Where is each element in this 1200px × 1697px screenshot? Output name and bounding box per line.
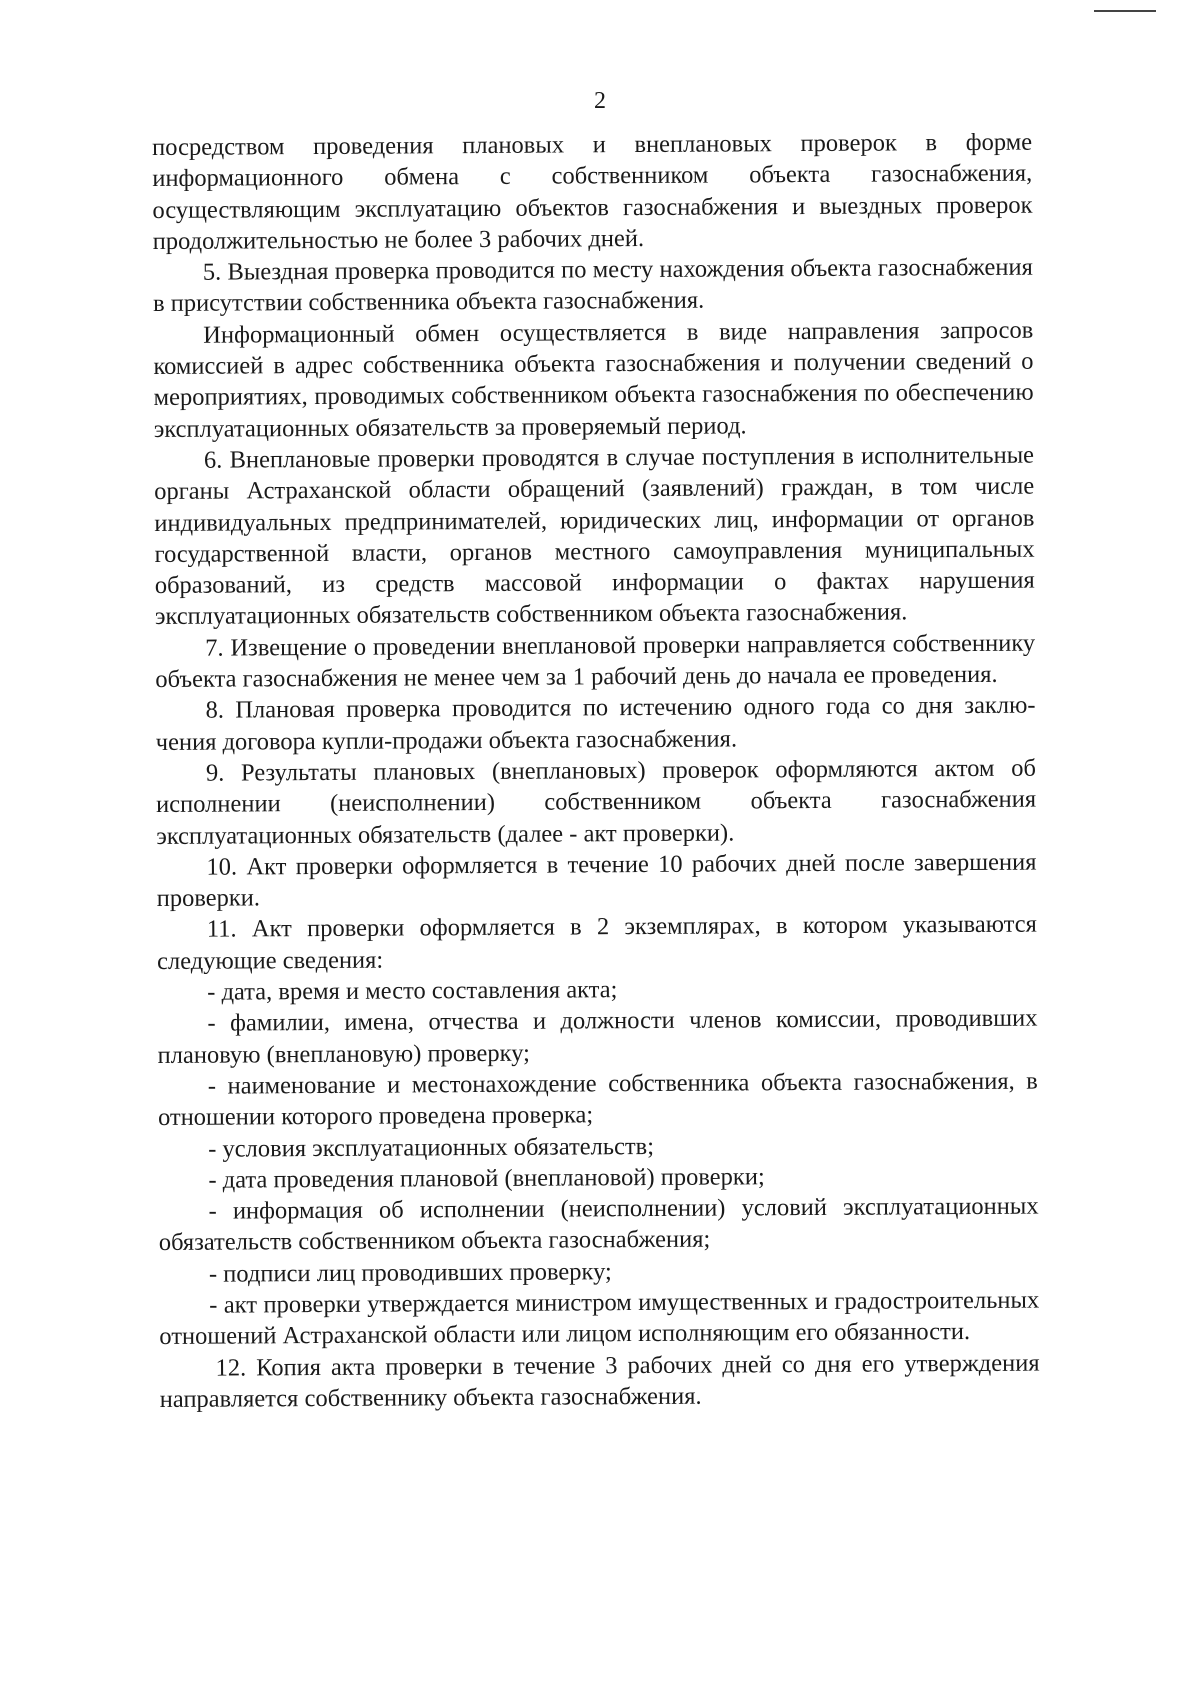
page-number: 2 [594, 88, 606, 114]
paragraph-item-6: 6. Внеплановые проверки проводятся в случае поступления в исполнительные органы Астраханской области обращений (заявлений) граждан, в том числе индивидуальных предпринимателей, юридических лиц, информации от органов государственной власти, органов местного самоуправления муниципальных образований, из средств массовой информации о фактах нарушения эксплуатационных обязательств собственником объекта газоснабжения. [154, 441, 1035, 631]
list-item-act-date: - дата, время и место составления акта; [207, 976, 618, 1006]
paragraph-continuation: посредством проведения плановых и внеплановых проверок в форме информационного обмена с собственником объекта газоснабжения, осуществляющим эксплуатацию объектов газоснабжения и выездных проверок продолжительностью не более 3 рабочих дней. [152, 128, 1033, 255]
list-item-signatures: - подписи лиц проводивших проверку; [208, 1257, 612, 1288]
paragraph-item-10: 10. Акт проверки оформляется в течение 10 рабочих дней после завершения проверки. [156, 848, 1037, 913]
list-item-commission-members: - фамилии, имена, отчества и должности членов комиссии, проводивших плановую (внеплановую) проверку; [157, 1004, 1038, 1069]
list-item-fulfillment-info: - информация об исполнении (неисполнении) условий эксплуатационных обязательств собственником объекта газоснабжения; [158, 1192, 1039, 1257]
document-body [152, 127, 1040, 1416]
list-item-owner-name: - наименование и местонахождение собственника объекта газоснабжения, в отношении которого проведена проверка; [157, 1067, 1038, 1132]
paragraph-info-exchange: Информационный обмен осуществляется в виде направления запросов комиссией в адрес собственника объекта газоснабжения и получении сведений о мероприятиях, проводимых собственником объекта газоснабжения по обеспечению эксплуатационных обязательств за проверяемый период. [153, 316, 1034, 443]
paragraph-item-11: 11. Акт проверки оформляется в 2 экземплярах, в котором указываются следующие сведения: [156, 911, 1037, 975]
paragraph-item-12: 12. Копия акта проверки в течение 3 рабочих дней со дня его утверждения направляется собственнику объекта газоснабжения. [159, 1349, 1040, 1413]
paragraph-item-5: 5. Выездная проверка проводится по месту нахождения объекта газоснабжения в присутствии собственника объекта газоснабжения. [152, 253, 1033, 318]
paragraph-item-8: 8. Плановая проверка проводится по истечению одного года со дня заклю-чения договора купли-продажи объекта газоснабжения. [155, 691, 1036, 756]
paragraph-item-7: 7. Извещение о проведении внеплановой проверки направляется собственнику объекта газоснабжения не менее чем за 1 рабочий день до начала ее проведения. [155, 629, 1036, 694]
list-item-approval: - акт проверки утверждается министром имущественных и градостроительных отношений Астраханской области или лицом исполняющим его обязанности. [159, 1286, 1040, 1351]
list-item-conditions: - условия эксплуатационных обязательств; [208, 1132, 655, 1163]
paragraph-item-9: 9. Результаты плановых (внеплановых) проверок оформляются актом об исполнении (неисполнении) собственником объекта газоснабжения эксплуатационных обязательств (далее - акт проверки). [156, 754, 1037, 850]
list-item-inspection-date: - дата проведения плановой (внеплановой) проверки; [208, 1163, 765, 1194]
corner-mark [1094, 10, 1156, 12]
